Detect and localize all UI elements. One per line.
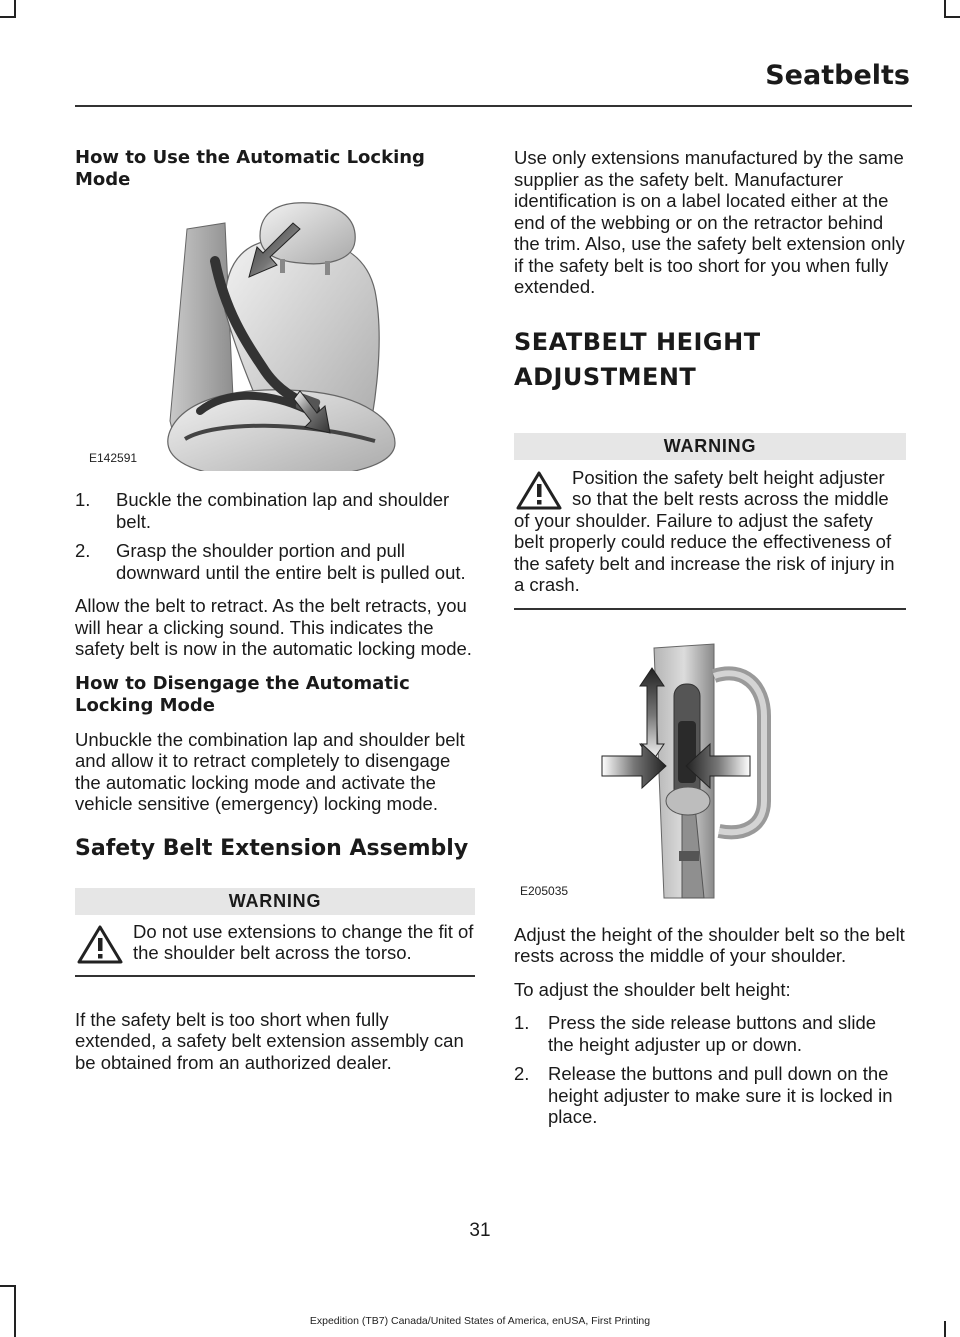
step-number: 1. <box>514 1012 530 1033</box>
step-text: Grasp the shoulder portion and pull downward until the entire belt is pulled out. <box>116 540 466 583</box>
warning-text: Do not use extensions to change the fit of the shoulder belt across the torso. <box>133 920 474 963</box>
crop-mark <box>0 1285 16 1287</box>
crop-mark <box>944 0 946 16</box>
crop-mark <box>14 0 16 16</box>
step-text: Release the buttons and pull down on the height adjuster to make sure it is locked in place. <box>548 1063 893 1127</box>
figure-code: E142591 <box>89 451 138 465</box>
crop-mark <box>14 1285 16 1337</box>
paragraph: Allow the belt to retract. As the belt retracts, you will hear a clicking sound. This indicates the safety belt is now in the automatic locking mode. <box>75 595 472 659</box>
page-number: 31 <box>469 1220 491 1241</box>
warning-box <box>75 888 475 977</box>
paragraph: To adjust the shoulder belt height: <box>514 978 791 1000</box>
locking-mode-steps <box>75 489 475 583</box>
height-adjuster-illustration <box>514 636 906 906</box>
list-item <box>514 1012 906 1055</box>
left-column <box>75 147 475 1073</box>
header-divider <box>75 105 912 107</box>
list-item <box>75 489 475 532</box>
heading-disengage-locking-mode: How to Disengage the Automatic Locking Mode <box>75 672 410 716</box>
heading-seatbelt-height-line-1: SEATBELT HEIGHT <box>514 327 761 356</box>
height-adjust-steps <box>514 1012 906 1128</box>
heading-seatbelt-height-line-2: ADJUSTMENT <box>514 362 697 391</box>
step-number: 2. <box>75 540 91 561</box>
warning-label: WARNING <box>514 433 906 460</box>
heading-extension-assembly: Safety Belt Extension Assembly <box>75 835 469 861</box>
footer-text: Expedition (TB7) Canada/United States of America, enUSA, First Printing <box>309 1315 651 1327</box>
paragraph: Unbuckle the combination lap and shoulder belt and allow it to retract completely to disengage the automatic locking mode and activate the vehicle sensitive (emergency) locking mode. <box>75 728 465 814</box>
page-title: Seatbelts <box>765 60 910 91</box>
paragraph: If the safety belt is too short when fully extended, a safety belt extension assembly can be obtained from an authorized dealer. <box>75 1008 464 1073</box>
step-text: Buckle the combination lap and shoulder belt. <box>116 489 450 532</box>
height-adjuster-illustration-svg <box>514 636 906 906</box>
seat-belt-illustration-svg <box>75 181 475 471</box>
heading-automatic-locking-mode: How to Use the Automatic Locking Mode <box>75 147 425 190</box>
paragraph: Adjust the height of the shoulder belt so the belt rests across the middle of your shoulder. <box>514 923 905 966</box>
right-column <box>514 147 906 1128</box>
step-number: 2. <box>514 1063 530 1084</box>
warning-triangle-icon <box>516 470 562 510</box>
seat-belt-illustration <box>75 181 475 471</box>
list-item <box>514 1063 906 1128</box>
warning-box <box>514 433 906 610</box>
crop-mark <box>0 16 16 18</box>
step-number: 1. <box>75 489 91 510</box>
warning-text: Position the safety belt height adjuster so that the belt rests across the middle of your shoulder. Failure to adjust the safety belt properly could reduce the effectiveness of the safety belt and increase the risk of injury in a crash. <box>514 466 895 595</box>
step-text: Press the side release buttons and slide the height adjuster up or down. <box>548 1012 877 1055</box>
paragraph: Use only extensions manufactured by the same supplier as the safety belt. Manufacturer identification is on a label located either at the end of the webbing or on the retractor behind the trim. Also, use the safety belt extension only if the safety belt is too short for you when fully extended. <box>514 147 905 297</box>
crop-mark <box>944 16 960 18</box>
figure-code: E205035 <box>520 883 569 898</box>
warning-label: WARNING <box>75 888 475 915</box>
warning-triangle-icon <box>77 924 123 964</box>
list-item <box>75 540 475 583</box>
